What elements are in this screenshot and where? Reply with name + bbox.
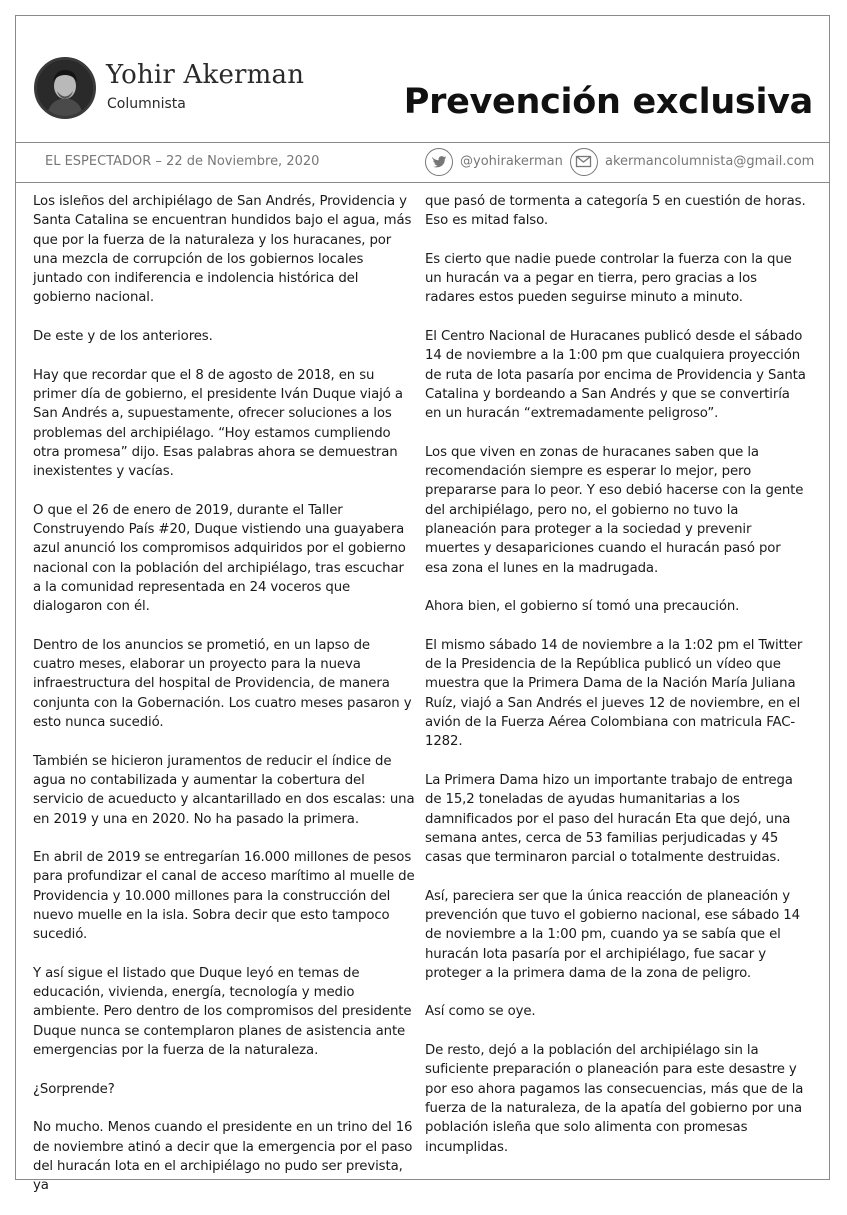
article-paragraph: En abril de 2019 se entregarían 16.000 millones de pesos para profundizar el canal de acceso marítimo al muelle de Providencia y 10.000 millones para la construcción del nuevo muelle en la isla. Sobra decir que esto tampoco sucedió. <box>33 850 415 943</box>
article-column-right <box>425 192 807 1176</box>
article-paragraph: Los isleños del archipiélago de San Andrés, Providencia y Santa Catalina se encuentran hundidos bajo el agua, más que por la fuerza de la naturaleza y los huracanes, por una mezcla de corrupción de los gobiernos locales juntado con indiferencia e indolencia histórica del gobierno nacional. <box>33 194 412 306</box>
author-avatar <box>34 57 96 119</box>
email-address[interactable]: akermancolumnista@gmail.com <box>605 154 815 169</box>
article-paragraph: Ahora bien, el gobierno sí tomó una precaución. <box>425 599 740 615</box>
header-divider-bottom <box>15 182 830 183</box>
header-divider-top <box>15 142 830 143</box>
article-paragraph: O que el 26 de enero de 2019, durante el Taller Construyendo País #20, Duque vistiendo una guayabera azul anunció los compromisos adquiridos por el gobierno nacional con la población del archipiélago, tras escuchar a la comunidad representada en 24 voceros que dialogaron con él. <box>33 502 406 615</box>
author-name: Yohir Akerman <box>106 60 305 90</box>
article-paragraph: De resto, dejó a la población del archipiélago sin la suficiente preparación o planeación para este desastre y por eso ahora pagamos las consecuencias, más que de la fuerza de la naturaleza, de la apatía del gobierno por una población isleña que solo alimenta con promesas incumplidas. <box>425 1043 804 1155</box>
article-paragraph: De este y de los anteriores. <box>33 329 213 345</box>
article-paragraph: También se hicieron juramentos de reducir el índice de agua no contabilizada y aumentar la cobertura del servicio de acueducto y alcantarillado en dos escalas: una en 2019 y una en 2020. No ha pasado la primera. <box>33 753 415 827</box>
article-paragraph: Dentro de los anuncios se prometió, en un lapso de cuatro meses, elaborar un proyecto para la nueva infraestructura del hospital de Providencia, de manera conjunta con la Gobernación. Los cuatro meses pasaron y esto nunca sucedió. <box>33 637 412 731</box>
article-paragraph: No mucho. Menos cuando el presidente en un trino del 16 de noviembre atinó a decir que la emergencia por el paso del huracán Iota en el archipiélago no pudo ser prevista, ya <box>33 1120 413 1194</box>
article-paragraph: Así, pareciera ser que la única reacción de planeación y prevención que tuvo el gobierno nacional, ese sábado 14 de noviembre a la 1:00 pm, cuando ya se sabía que el huracán Iota pasaría por el archipiélago, fue sacar y proteger a la primera dama de la zona de peligro. <box>425 888 800 981</box>
envelope-icon[interactable] <box>570 148 598 176</box>
twitter-handle[interactable]: @yohirakerman <box>460 154 563 169</box>
article-paragraph: Y así sigue el listado que Duque leyó en temas de educación, vivienda, energía, tecnología y medio ambiente. Pero dentro de los compromisos del presidente Duque nunca se contemplaron planes de asistencia ante emergencias por la fuerza de la naturaleza. <box>33 965 412 1059</box>
article-column-left <box>33 192 415 1215</box>
article-paragraph: El mismo sábado 14 de noviembre a la 1:02 pm el Twitter de la Presidencia de la República publicó un vídeo que muestra que la Primera Dama de la Nación María Juliana Ruíz, viajó a San Andrés el jueves 12 de noviembre, en el avión de la Fuerza Aérea Colombiana con matricula FAC-1282. <box>425 637 803 750</box>
article-paragraph: ¿Sorprende? <box>33 1081 115 1097</box>
article-paragraph: Los que viven en zonas de huracanes saben que la recomendación siempre es esperar lo mejor, pero prepararse para lo peor. Y eso debió hacerse con la gente del archipiélago, pero no, el gobierno no tuvo la planeación para proteger a la sociedad y prevenir muertes y desapariciones cuando el huracán pasó por esa zona el lunes en la madrugada. <box>425 444 804 576</box>
article-paragraph: Hay que recordar que el 8 de agosto de 2018, en su primer día de gobierno, el presidente Iván Duque viajó a San Andrés a, supuestamente, ofrecer soluciones a los problemas del archipiélago. “Hoy estamos cumpliendo otra promesa” dijo. Esas palabras ahora se demuestran inexistentes y vacías. <box>33 367 403 480</box>
author-role: Columnista <box>107 96 186 112</box>
article-paragraph: La Primera Dama hizo un importante trabajo de entrega de 15,2 toneladas de ayudas humanitarias a los damnificados por el paso del huracán Eta que dejó, una semana antes, cerca de 53 familias perjudicadas y 45 casas que terminaron parcial o totalmente destruidas. <box>425 772 793 866</box>
article-paragraph: que pasó de tormenta a categoría 5 en cuestión de horas. Eso es mitad falso. <box>425 194 806 229</box>
article-headline: Prevención exclusiva <box>403 82 813 122</box>
twitter-bird-icon[interactable] <box>425 148 453 176</box>
article-paragraph: Así como se oye. <box>425 1004 536 1020</box>
byline: EL ESPECTADOR – 22 de Noviembre, 2020 <box>45 154 320 169</box>
author-photo-icon <box>37 60 93 116</box>
article-paragraph: El Centro Nacional de Huracanes publicó desde el sábado 14 de noviembre a la 1:00 pm que cualquiera proyección de ruta de Iota pasaría por encima de Providencia y Santa Catalina y bordeando a San Andrés y que se convertiría en un huracán “extremadamente peligroso”. <box>425 329 806 422</box>
article-paragraph: Es cierto que nadie puede controlar la fuerza con la que un huracán va a pegar en tierra, pero gracias a los radares estos pueden seguirse minuto a minuto. <box>425 251 792 306</box>
